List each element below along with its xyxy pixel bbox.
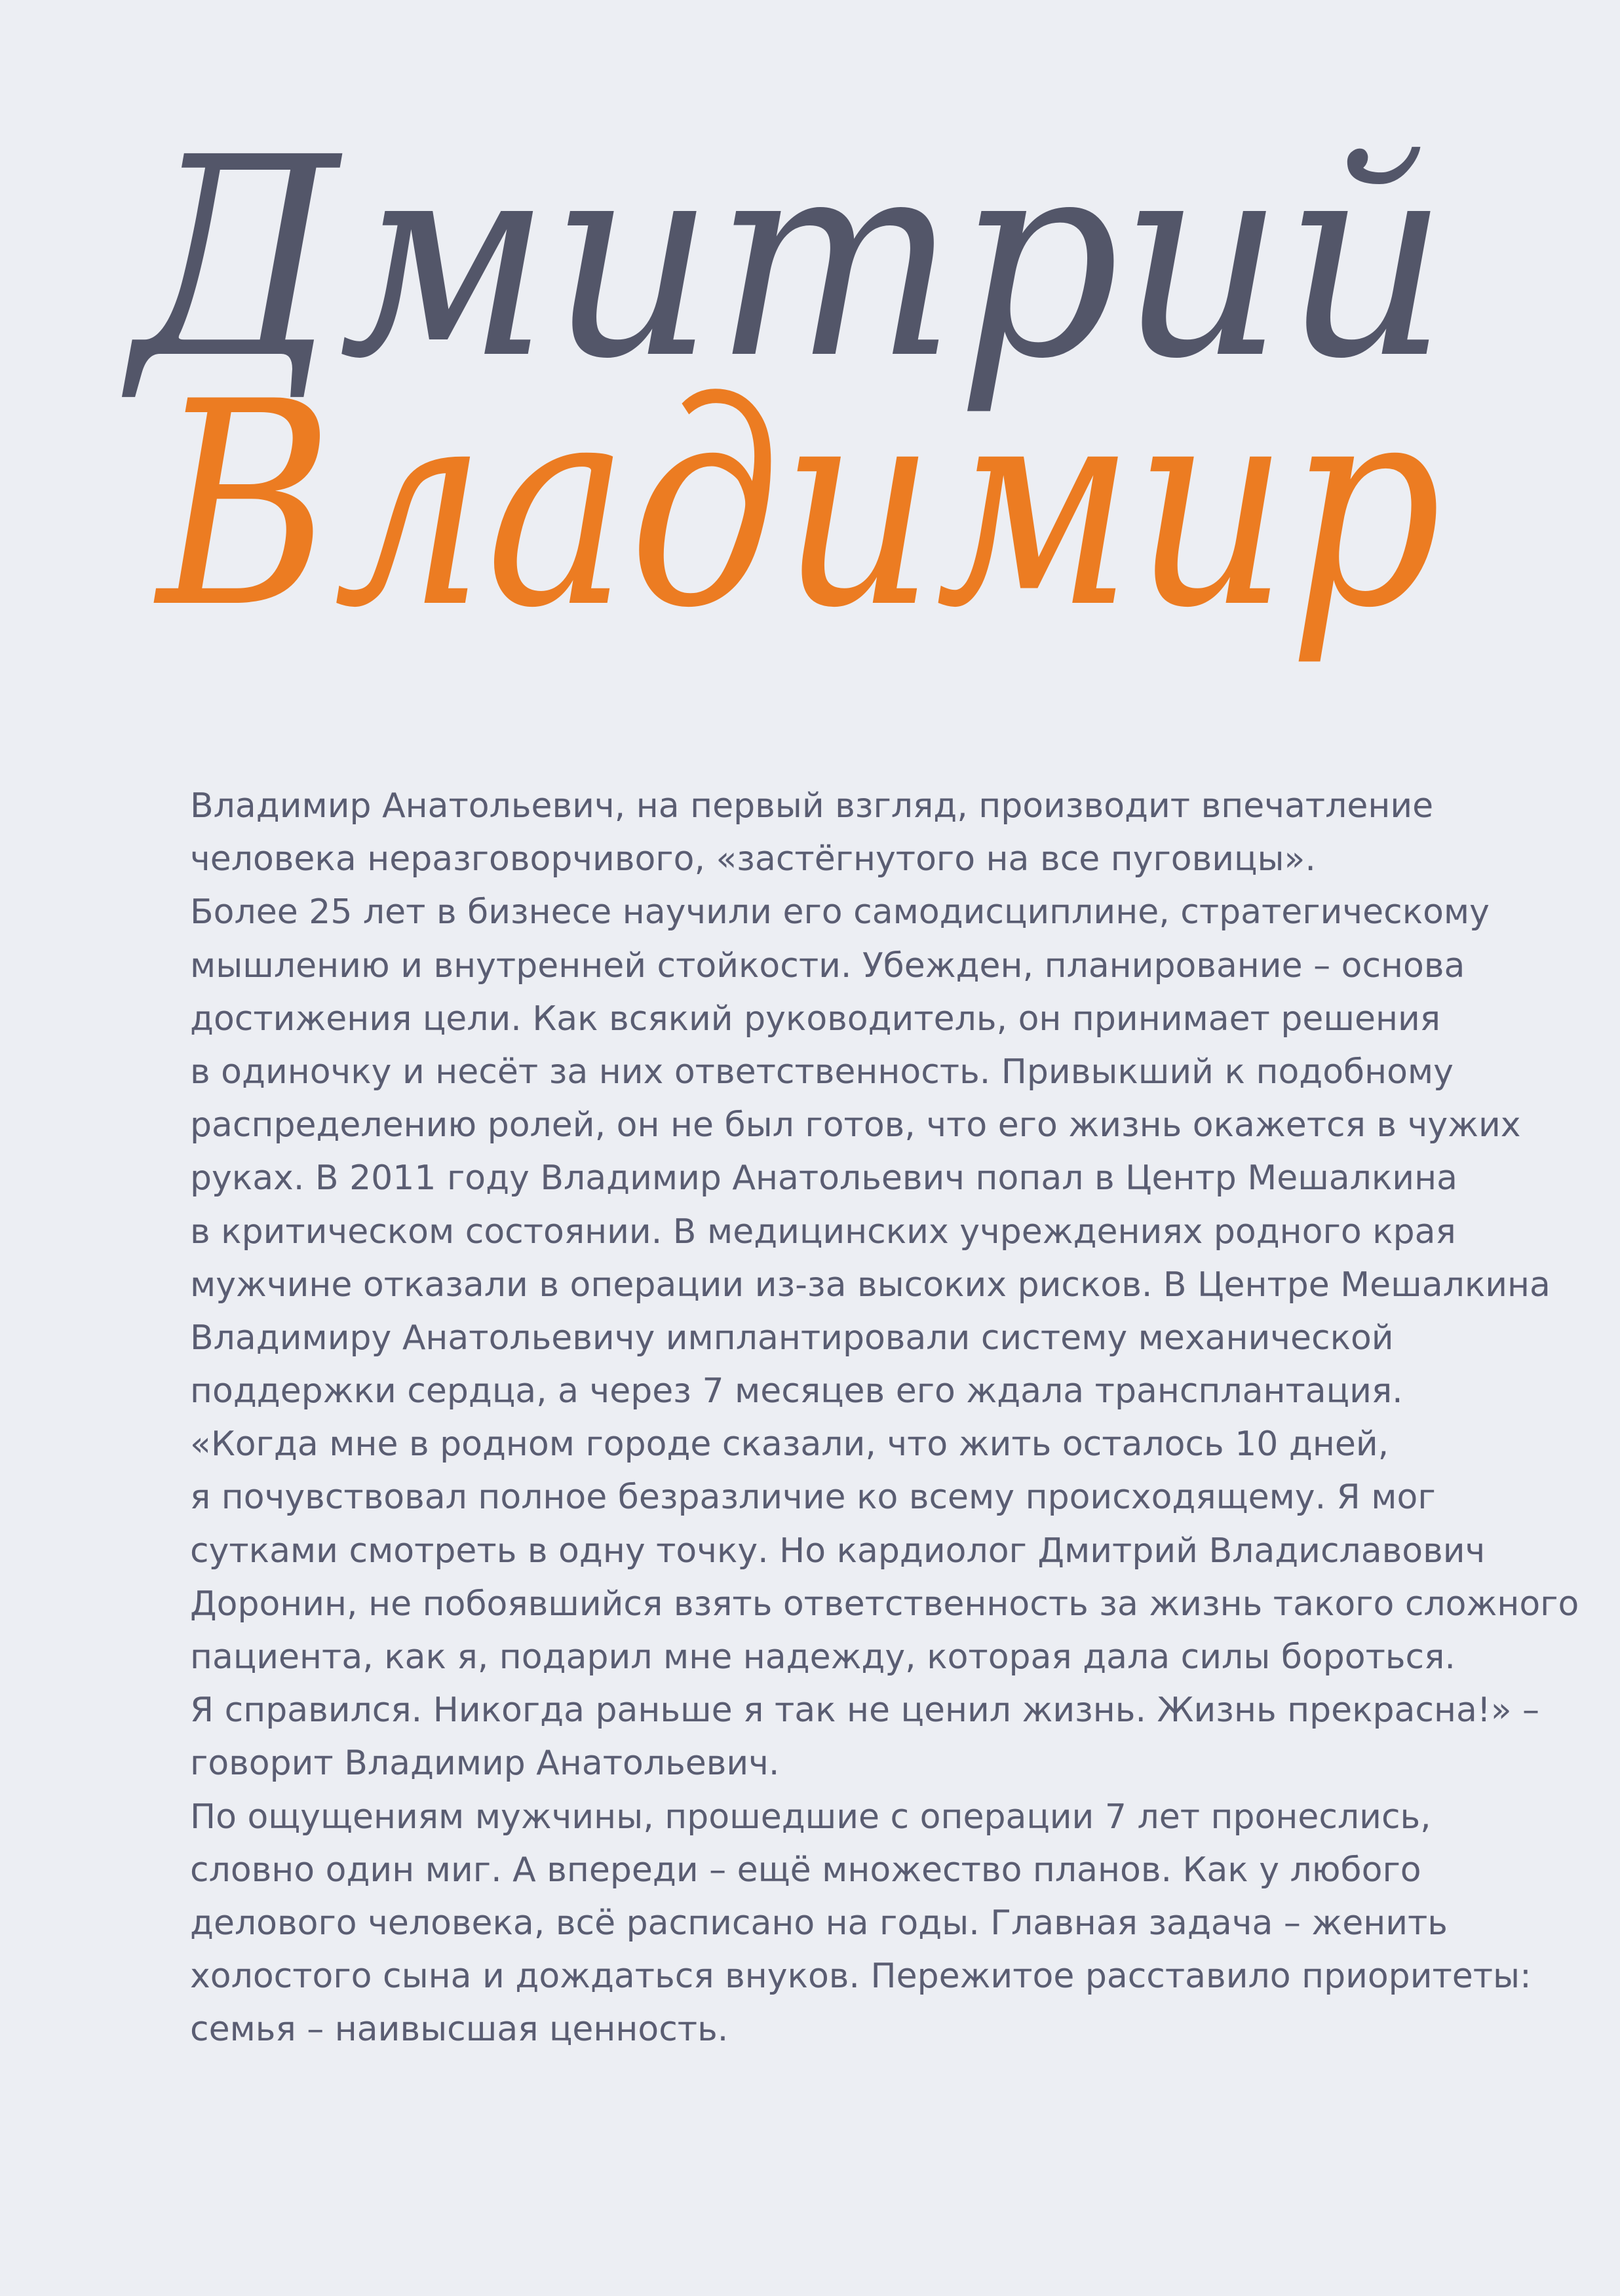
text-line: Более 25 лет в бизнесе научили его самодисциплине, стратегическому [190, 892, 1490, 932]
text-line: достижения цели. Как всякий руководитель, он принимает решения [190, 999, 1441, 1039]
text-line: поддержки сердца, а через 7 месяцев его ждала трансплантация. [190, 1371, 1403, 1411]
text-line: руках. В 2011 году Владимир Анатольевич попал в Центр Мешалкина [190, 1158, 1457, 1198]
text-line: Доронин, не побоявшийся взять ответственность за жизнь такого сложного [190, 1584, 1579, 1624]
text-line: Я справился. Никогда раньше я так не ценил жизнь. Жизнь прекрасна!» – [190, 1691, 1540, 1731]
text-line: я почувствовал полное безразличие ко всему происходящему. Я мог [190, 1478, 1436, 1518]
text-line: в одиночку и несёт за них ответственность. Привыкший к подобному [190, 1052, 1454, 1092]
text-line: Владимир Анатольевич, на первый взгляд, производит впечатление [190, 786, 1434, 826]
text-line: мышлению и внутренней стойкости. Убежден, планирование – основа [190, 946, 1465, 985]
text-line: говорит Владимир Анатольевич. [190, 1744, 780, 1784]
text-line: По ощущениям мужчины, прошедшие с операции 7 лет пронеслись, [190, 1797, 1431, 1837]
text-line: распределению ролей, он не был готов, что его жизнь окажется в чужих [190, 1105, 1521, 1145]
text-line: сутками смотреть в одну точку. Но кардиолог Дмитрий Владиславович [190, 1531, 1486, 1571]
text-line: в критическом состоянии. В медицинских учреждениях родного края [190, 1212, 1456, 1252]
text-line: семья – наивысшая ценность. [190, 2010, 729, 2050]
text-line: пациента, как я, подарил мне надежду, которая дала силы бороться. [190, 1637, 1456, 1677]
text-line: мужчине отказали в операции из-за высоких рисков. В Центре Мешалкина [190, 1265, 1551, 1305]
biography-text [190, 780, 1579, 2057]
text-line: «Когда мне в родном городе сказали, что жить осталось 10 дней, [190, 1425, 1389, 1464]
text-line: холостого сына и дождаться внуков. Пережитое расставило приоритеты: [190, 1957, 1532, 1997]
text-line: Владимиру Анатольевичу имплантировали систему механической [190, 1318, 1394, 1358]
title-patronymic: Владимир [153, 342, 1442, 670]
text-line: человека неразговорчивого, «застёгнутого на все пуговицы». [190, 839, 1316, 879]
text-line: словно один миг. А впереди – ещё множество планов. Как у любого [190, 1850, 1421, 1890]
script-title [0, 0, 1620, 806]
text-line: делового человека, всё расписано на годы. Главная задача – женить [190, 1903, 1448, 1943]
title-first-name: Дмитрий [119, 99, 1449, 419]
